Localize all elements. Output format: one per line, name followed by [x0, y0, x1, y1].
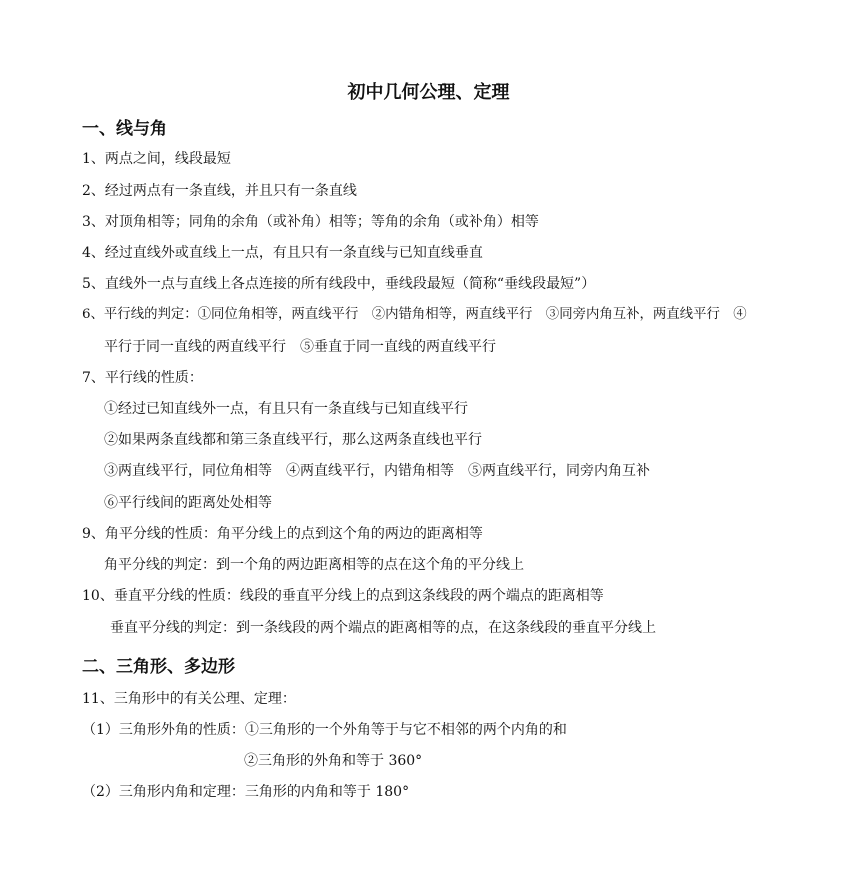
theorem-line: 11、三角形中的有关公理、定理： — [82, 691, 296, 707]
theorem-line: 1、两点之间，线段最短 — [82, 151, 231, 167]
theorem-line: ②三角形的外角和等于 360° — [244, 753, 423, 769]
theorem-line: 6、平行线的判定：①同位角相等，两直线平行 ②内错角相等，两直线平行 ③同旁内角互补，两直线平行 ④ — [82, 307, 747, 322]
theorem-line: 角平分线的判定：到一个角的两边距离相等的点在这个角的平分线上 — [104, 557, 524, 573]
theorem-line: 5、直线外一点与直线上各点连接的所有线段中，垂线段最短（简称“垂线段最短”） — [82, 276, 596, 292]
theorem-line: 2、经过两点有一条直线，并且只有一条直线 — [82, 183, 357, 199]
theorem-line: 3、对顶角相等；同角的余角（或补角）相等；等角的余角（或补角）相等 — [82, 214, 539, 230]
theorem-line: 4、经过直线外或直线上一点，有且只有一条直线与已知直线垂直 — [82, 245, 483, 261]
theorem-line: 9、角平分线的性质：角平分线上的点到这个角的两边的距离相等 — [82, 526, 483, 542]
theorem-line: （1）三角形外角的性质：①三角形的一个外角等于与它不相邻的两个内角的和 — [82, 722, 567, 738]
theorem-line: ⑥平行线间的距离处处相等 — [104, 495, 272, 511]
theorem-line: 10、垂直平分线的性质：线段的垂直平分线上的点到这条线段的两个端点的距离相等 — [82, 588, 604, 604]
theorem-line: 平行于同一直线的两直线平行 ⑤垂直于同一直线的两直线平行 — [104, 339, 496, 355]
section-heading-lines-angles: 一、线与角 — [82, 119, 167, 139]
theorem-line: （2）三角形内角和定理：三角形的内角和等于 180° — [82, 784, 410, 800]
theorem-line: ②如果两条直线都和第三条直线平行，那么这两条直线也平行 — [104, 432, 482, 448]
theorem-line: ③两直线平行，同位角相等 ④两直线平行，内错角相等 ⑤两直线平行，同旁内角互补 — [104, 463, 650, 479]
theorem-line: 垂直平分线的判定：到一条线段的两个端点的距离相等的点，在这条线段的垂直平分线上 — [110, 620, 656, 636]
theorem-line: 7、平行线的性质： — [82, 370, 203, 386]
page-title: 初中几何公理、定理 — [347, 82, 510, 103]
section-heading-triangles-polygons: 二、三角形、多边形 — [82, 657, 235, 677]
theorem-line: ①经过已知直线外一点，有且只有一条直线与已知直线平行 — [104, 401, 468, 417]
